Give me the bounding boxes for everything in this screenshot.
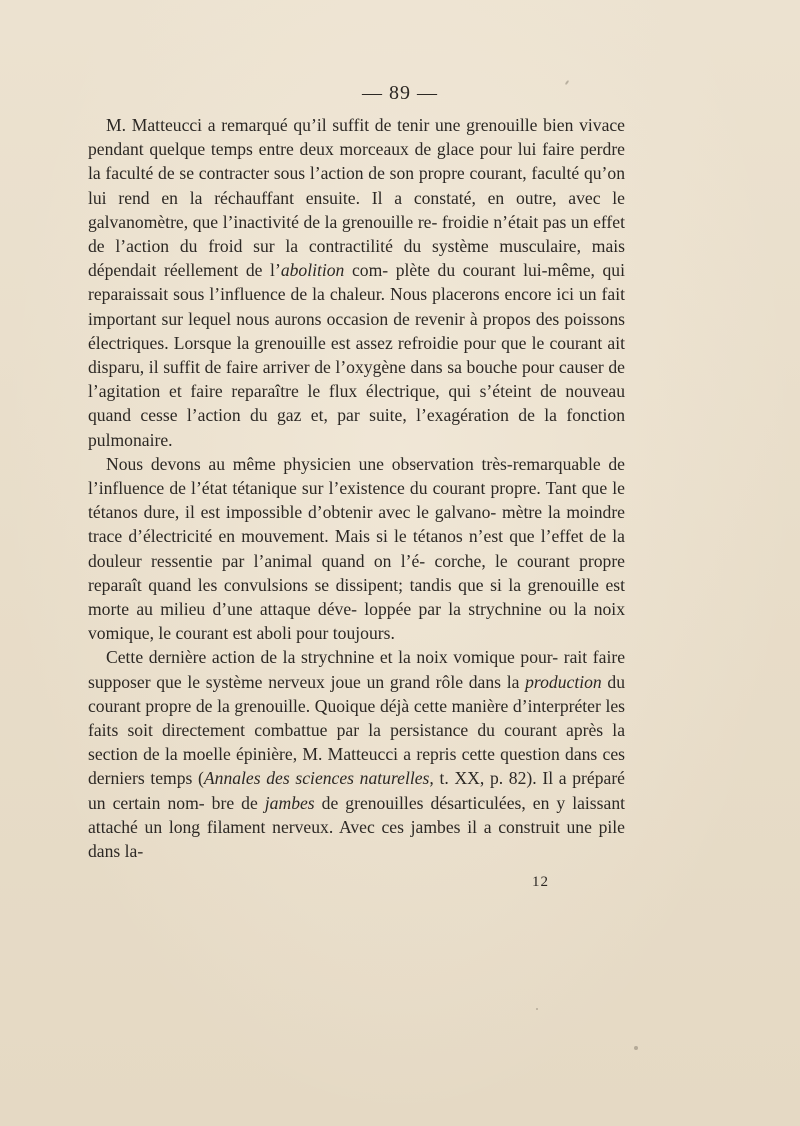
paper-speck	[536, 1008, 538, 1010]
paragraph-3-text-2: du courant propre de la grenouille. Quoique déjà cette manière d’interpréter les faits soit directement combattue par la persistance du courant après la section de la moelle épinière, M. Matteucci a repris cette question dans ces derniers temps (	[88, 671, 625, 789]
paragraph-1-text-1: M. Matteucci a remarqué qu’il suffit de tenir une grenouille bien vivace pendant quelque temps entre deux morceaux de glace pour lui faire perdre la faculté de se contracter sous l’action de son propre courant, faculté qu’on lui rend en la réchauffant ensuite. Il a constaté, en outre, avec le galvanomètre, que l’inactivité de la grenouille re- froidie n’était pas un effet de l’action du froid sur la contractilité du système musculaire, mais dépendait réellement de l’	[88, 115, 625, 281]
paragraph-1-italic-abolition: abolition	[280, 260, 345, 281]
paragraph-1	[88, 113, 625, 452]
paragraph-3-text-3: t. XX, p. 82). Il a préparé un certain nom- bre de	[88, 768, 625, 813]
paragraph-3	[88, 645, 625, 863]
paragraph-2-text-1: Nous devons au même physicien une observation très-remarquable de l’influence de l’état tétanique sur l’existence du courant propre. Tant que le tétanos dure, il est impossible d’obtenir avec le galvano- mètre la moindre trace d’électricité en mouvement. Mais si le tétanos n’est que l’effet de la douleur ressentie par l’animal quand on l’é- corche, le courant propre reparaît quand les convulsions se dissipent; tandis que si la grenouille est morte au milieu d’une attaque déve- loppée par la strychnine ou la noix vomique, le courant est aboli pour toujours.	[88, 453, 625, 644]
paragraph-3-text-4: de grenouilles désarticulées, en y laissant attaché un long filament nerveux. Avec ces jambes il a construit une pile dans la-	[88, 792, 625, 862]
page-number: — 89 —	[362, 82, 438, 104]
paragraph-3-text-1: Cette dernière action de la strychnine et la noix vomique pour- rait faire supposer que le système nerveux joue un grand rôle dans la	[88, 647, 625, 692]
paper-speck	[634, 1046, 638, 1050]
paragraph-3-italic-production: production	[525, 671, 602, 692]
signature-mark: 12	[532, 874, 549, 890]
paragraph-3-italic-annales: Annales des sciences naturelles,	[203, 768, 434, 789]
paragraph-2	[88, 452, 625, 646]
paragraph-1-text-2: com- plète du courant lui-même, qui reparaissait sous l’influence de la chaleur. Nous placerons encore ici un fait important sur lequel nous aurons occasion de revenir à propos des poissons électriques. Lorsque la grenouille est assez refroidie pour que le courant ait disparu, il suffit de faire arriver de l’oxygène dans sa bouche pour causer de l’agitation et faire reparaître le flux électrique, qui s’éteint de nouveau quand cesse l’action du gaz et, par suite, l’exagération de la fonction pulmonaire.	[88, 260, 625, 450]
paragraph-3-italic-jambes: jambes	[264, 792, 315, 813]
body-text	[88, 113, 625, 863]
paper-speck	[414, 463, 417, 466]
